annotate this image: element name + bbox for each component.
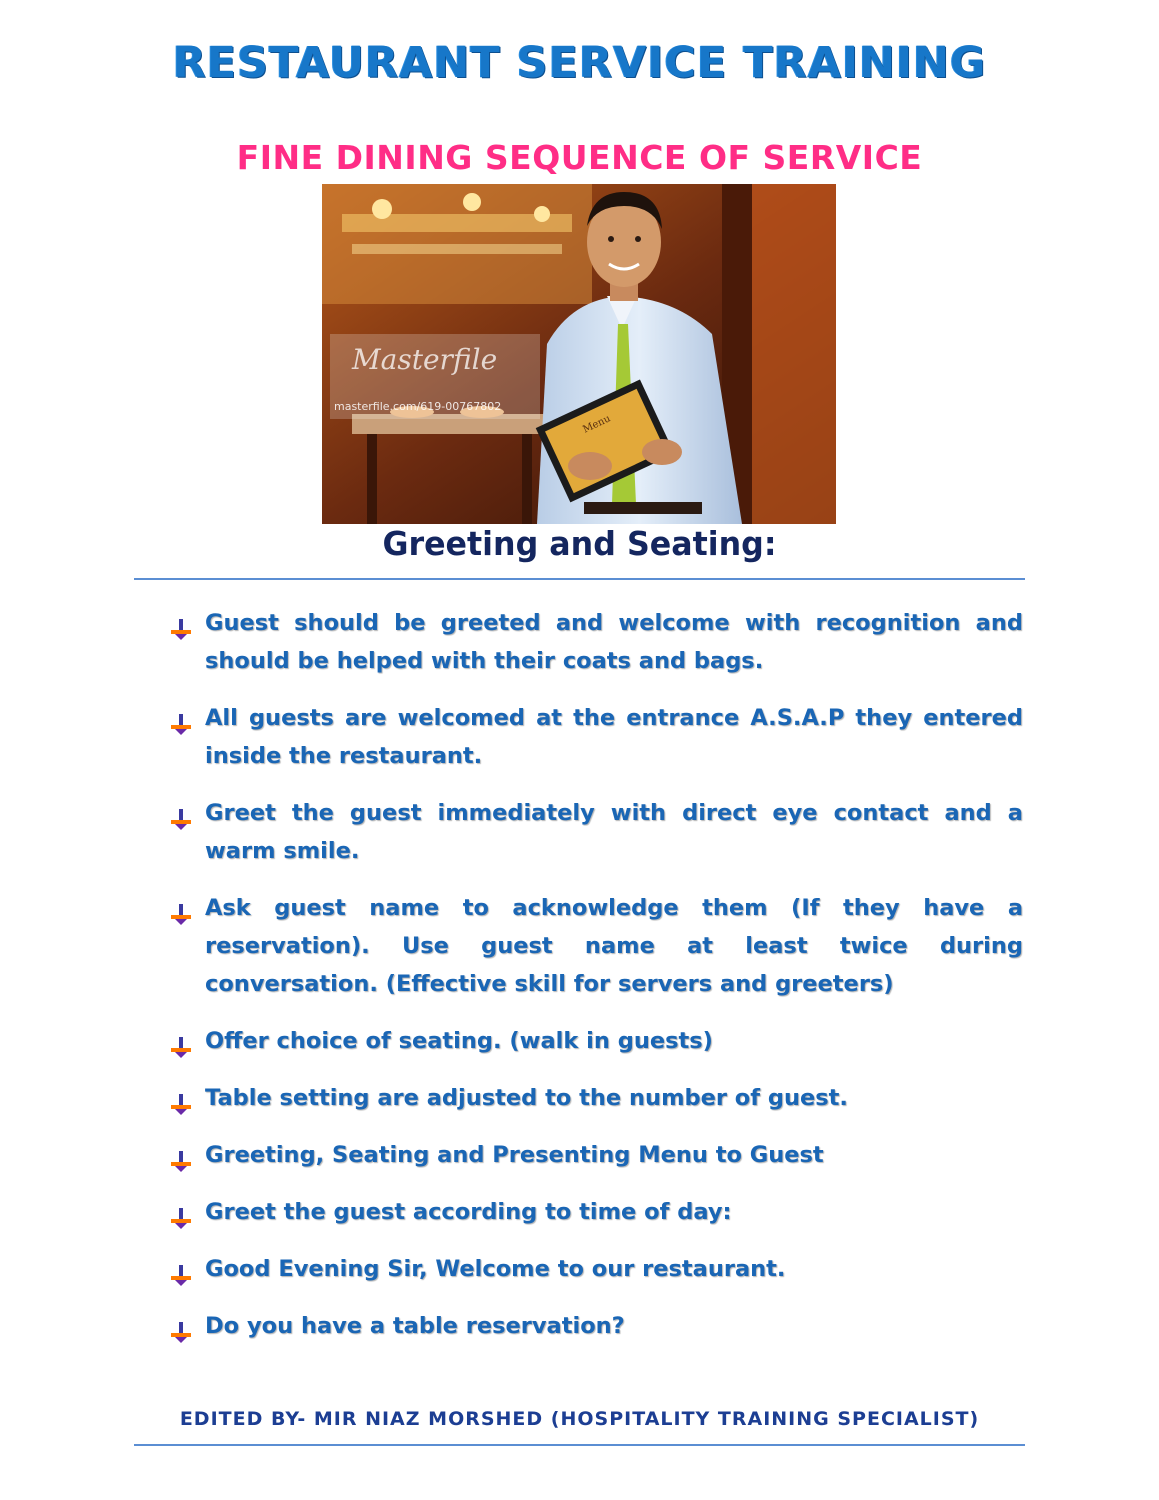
section-heading: Greeting and Seating: — [382, 524, 777, 563]
plus-arrow-bullet-icon — [170, 1260, 192, 1282]
bullet-text: Guest should be greeted and welcome with recognition and should be helped with their coats and bags. — [205, 610, 1023, 674]
waiter-photo-illustration — [322, 184, 836, 524]
watermark-logo: Masterfile — [352, 343, 498, 376]
bullet-item — [170, 1307, 1023, 1345]
waiter-photo — [322, 184, 836, 524]
bullet-item — [170, 794, 1023, 870]
bullet-item — [170, 1022, 1023, 1060]
bullet-text: Greet the guest according to time of day: — [205, 1199, 732, 1225]
bullet-text: Greeting, Seating and Presenting Menu to Guest — [205, 1142, 824, 1168]
bullet-item — [170, 1079, 1023, 1117]
document-title: RESTAURANT SERVICE TRAINING — [172, 38, 987, 88]
divider-top — [134, 578, 1025, 580]
plus-arrow-bullet-icon — [170, 1317, 192, 1339]
bullet-text: Greet the guest immediately with direct eye contact and a warm smile. — [205, 800, 1023, 864]
menu-cover-text: Menu — [581, 413, 613, 436]
bullet-text: Table setting are adjusted to the number of guest. — [205, 1085, 848, 1111]
plus-arrow-bullet-icon — [170, 1146, 192, 1168]
document-subtitle: FINE DINING SEQUENCE OF SERVICE — [236, 138, 923, 177]
divider-bottom — [134, 1444, 1025, 1446]
plus-arrow-bullet-icon — [170, 1203, 192, 1225]
bullet-text: Ask guest name to acknowledge them (If they have a reservation). Use guest name at least twice during conversation. (Effective skill for servers and greeters) — [205, 895, 1023, 997]
plus-arrow-bullet-icon — [170, 1089, 192, 1111]
watermark-id: masterfile.com/619-00767802 — [334, 400, 502, 413]
plus-arrow-bullet-icon — [170, 614, 192, 636]
bullet-text: Do you have a table reservation? — [205, 1313, 625, 1339]
bullet-text: All guests are welcomed at the entrance A.S.A.P they entered inside the restaurant. — [205, 705, 1023, 769]
plus-arrow-bullet-icon — [170, 709, 192, 731]
bullet-item — [170, 699, 1023, 775]
bullet-list — [170, 604, 1023, 1364]
bullet-text: Offer choice of seating. (walk in guests) — [205, 1028, 713, 1054]
bullet-text: Good Evening Sir, Welcome to our restaurant. — [205, 1256, 786, 1282]
footer-credit: EDITED BY- MIR NIAZ MORSHED (HOSPITALITY TRAINING SPECIALIST) — [179, 1408, 980, 1430]
bullet-item — [170, 1136, 1023, 1174]
plus-arrow-bullet-icon — [170, 1032, 192, 1054]
bullet-item — [170, 1250, 1023, 1288]
plus-arrow-bullet-icon — [170, 804, 192, 826]
bullet-item — [170, 889, 1023, 1003]
plus-arrow-bullet-icon — [170, 899, 192, 921]
bullet-item — [170, 1193, 1023, 1231]
bullet-item — [170, 604, 1023, 680]
